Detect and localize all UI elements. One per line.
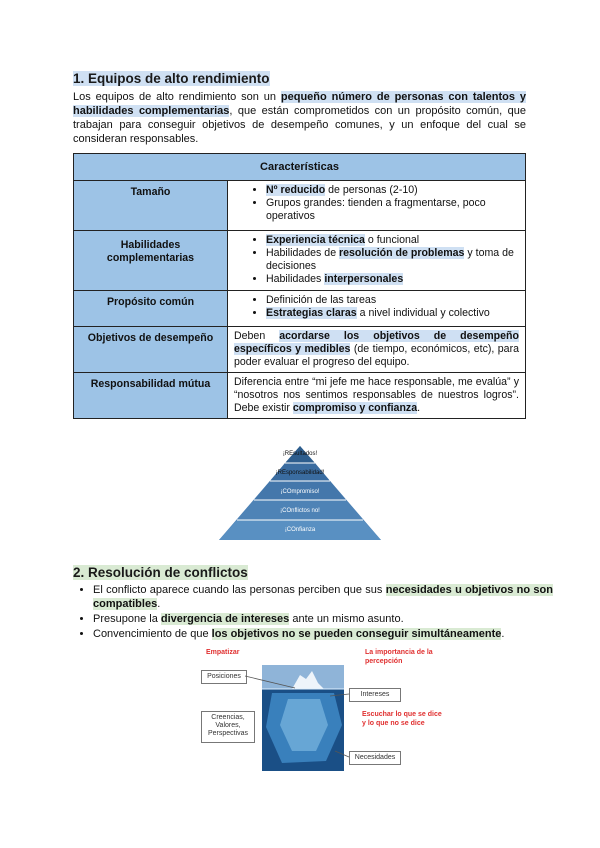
section-1-title-text: 1. Equipos de alto rendimiento bbox=[73, 71, 270, 86]
row-bullets bbox=[234, 184, 519, 223]
cell-text: Diferencia entre “mi jefe me hace responsable, me evalúa” y “nosotros nos sentimos responsables de nuestros logros”. Debe existir bbox=[234, 376, 519, 414]
row-value bbox=[228, 291, 526, 327]
list-item bbox=[93, 627, 553, 641]
row-bullets bbox=[234, 234, 519, 286]
bullet-text: o funcional bbox=[364, 234, 420, 246]
escuchar-label: Escuchar lo que se dice y lo que no se dice bbox=[362, 711, 442, 727]
bullet-text: . bbox=[157, 598, 161, 610]
empatizar-label: Empatizar bbox=[206, 649, 240, 656]
list-item bbox=[266, 184, 519, 197]
bullet-highlight: divergencia de intereses bbox=[160, 613, 290, 625]
list-item bbox=[266, 234, 519, 247]
table-row bbox=[74, 373, 526, 419]
bullet-highlight: Estrategias claras bbox=[266, 307, 357, 319]
section-2-bullets bbox=[73, 583, 553, 642]
bullet-highlight: resolución de problemas bbox=[339, 247, 465, 259]
bullet-text: ante un mismo asunto. bbox=[289, 613, 404, 625]
row-label: Propósito común bbox=[74, 291, 228, 327]
pyramid-label-2: ¡REsponsabilidad! bbox=[275, 470, 325, 476]
row-value bbox=[228, 181, 526, 231]
bullet-highlight: interpersonales bbox=[324, 273, 404, 285]
pyramid-label-1: ¡REsultados! bbox=[282, 451, 318, 457]
list-item bbox=[266, 294, 519, 307]
cell-highlight: compromiso y confianza bbox=[292, 402, 418, 414]
bullet-text: Habilidades de bbox=[266, 247, 340, 259]
para-highlight: pequeño número de personas con talentos y habilidades complementarias bbox=[73, 91, 526, 117]
pyramid-label-5: ¡COnfianza bbox=[284, 527, 316, 533]
cell-text: Deben bbox=[234, 330, 280, 342]
bullet-text: . bbox=[501, 628, 505, 640]
necesidades-box: Necesidades bbox=[349, 751, 401, 765]
section-1-paragraph bbox=[73, 90, 526, 146]
table-header: Características bbox=[74, 154, 526, 181]
row-label: Responsabilidad mútua bbox=[74, 373, 228, 419]
intereses-box: Intereses bbox=[349, 688, 401, 702]
importancia-label: La importancia de la percepción bbox=[365, 649, 433, 665]
table-header-row bbox=[74, 154, 526, 181]
list-item bbox=[93, 583, 553, 611]
iceberg-connectors bbox=[240, 665, 355, 765]
bullet-text: Presupone la bbox=[93, 613, 161, 625]
table-row bbox=[74, 231, 526, 291]
bullet-text: Convencimiento de que bbox=[93, 628, 212, 640]
para-text-b: , que están comprometidos con un propósito común, que trabajan para conseguir objetivos de desempeño comunes, y un enfoque del cual se consideran responsables. bbox=[73, 105, 526, 145]
row-label: Objetivos de desempeño bbox=[74, 327, 228, 373]
section-1-title bbox=[73, 71, 270, 86]
bullet-highlight: los objetivos no se pueden conseguir simultáneamente bbox=[211, 628, 502, 640]
bullet-text: Habilidades bbox=[266, 273, 325, 285]
table-row bbox=[74, 181, 526, 231]
bullet-highlight: Experiencia técnica bbox=[266, 234, 365, 246]
cell-highlight: acordarse los objetivos de desempeño específicos y medibles bbox=[234, 330, 519, 355]
bullet-text: a nivel individual y colectivo bbox=[356, 307, 490, 319]
list-item bbox=[266, 197, 519, 223]
list-item bbox=[266, 247, 519, 273]
section-2-title bbox=[73, 565, 248, 580]
row-label: Tamaño bbox=[74, 181, 228, 231]
list-item bbox=[266, 273, 519, 286]
row-label: Habilidades complementarias bbox=[74, 231, 228, 291]
bullet-text: El conflicto aparece cuando las personas perciben que sus bbox=[93, 584, 386, 596]
creencias-box: Creencias, Valores, Perspectivas bbox=[201, 711, 255, 743]
section-2-title-text: 2. Resolución de conflictos bbox=[73, 565, 248, 580]
bullet-highlight: Nº reducido bbox=[266, 184, 326, 196]
bullet-highlight: necesidades u objetivos no son compatibles bbox=[93, 584, 553, 610]
characteristics-table bbox=[73, 153, 526, 419]
bullet-text: Grupos grandes: tienden a fragmentarse, poco operativos bbox=[266, 197, 486, 222]
para-text-a: Los equipos de alto rendimiento son un bbox=[73, 91, 281, 103]
row-value bbox=[228, 373, 526, 419]
row-bullets bbox=[234, 294, 519, 320]
bullet-text: y toma de decisiones bbox=[266, 247, 514, 272]
bullet-text: de personas (2-10) bbox=[325, 184, 418, 196]
pyramid-diagram bbox=[219, 446, 381, 540]
list-item bbox=[266, 307, 519, 320]
row-value bbox=[228, 231, 526, 291]
pyramid-label-4: ¡COnflictos no! bbox=[280, 508, 320, 514]
posiciones-box: Posiciones bbox=[201, 670, 247, 684]
table-row bbox=[74, 291, 526, 327]
pyramid-label-3: ¡COmpromiso! bbox=[280, 489, 320, 495]
bullet-text: Definición de las tareas bbox=[266, 294, 377, 306]
list-item bbox=[93, 612, 553, 626]
cell-text: (de tiempo, económicos, etc), para poder evaluar el progreso del equipo. bbox=[234, 343, 519, 368]
table-row bbox=[74, 327, 526, 373]
cell-text: . bbox=[417, 402, 421, 414]
row-value bbox=[228, 327, 526, 373]
